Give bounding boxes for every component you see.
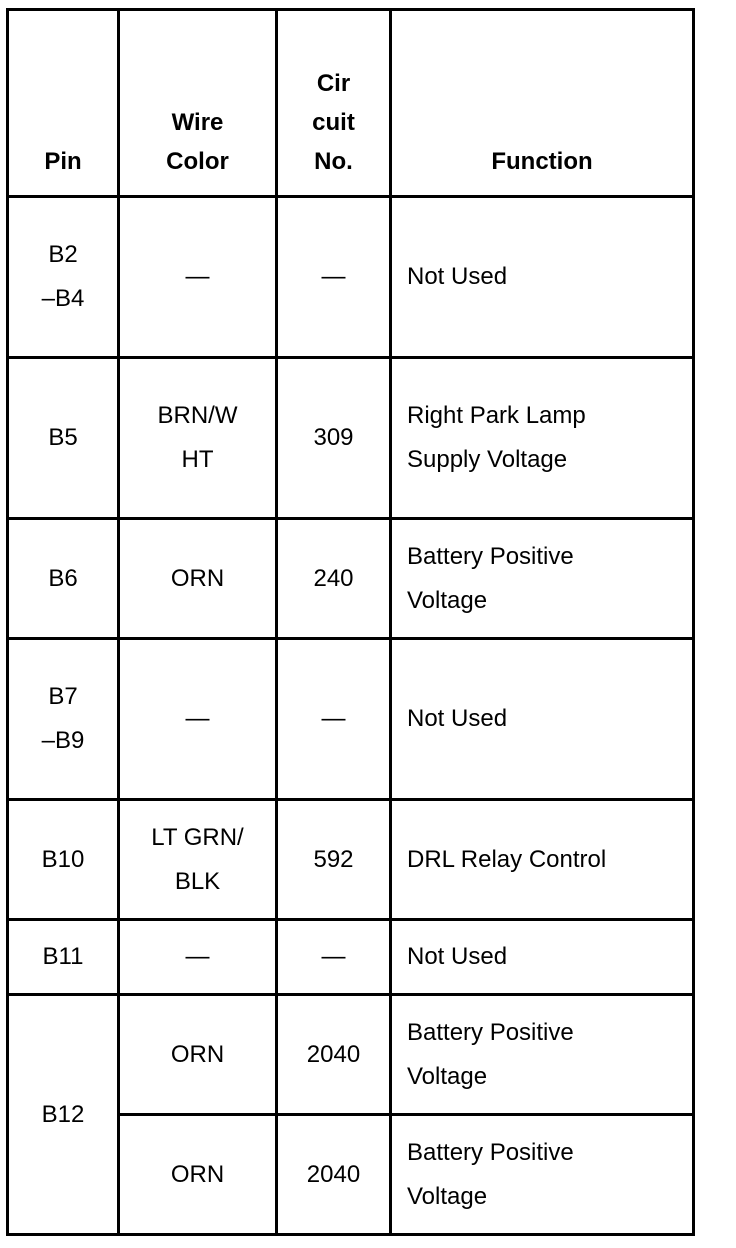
wire-color-cell: ORN — [119, 519, 277, 639]
table-row — [8, 995, 694, 1115]
function-cell: Battery Positive Voltage — [391, 995, 694, 1115]
function-cell: Battery Positive Voltage — [391, 1115, 694, 1235]
header-function: Function — [391, 10, 694, 197]
wire-color-cell: LT GRN/ BLK — [119, 800, 277, 920]
wire-color-cell: ORN — [119, 1115, 277, 1235]
wire-color-cell: BRN/W HT — [119, 358, 277, 519]
pin-cell: B7 –B9 — [8, 639, 119, 800]
function-cell: Right Park Lamp Supply Voltage — [391, 358, 694, 519]
function-cell: DRL Relay Control — [391, 800, 694, 920]
wire-color-cell: — — [119, 920, 277, 995]
circuit-no-cell: — — [277, 197, 391, 358]
pin-cell: B12 — [8, 995, 119, 1235]
table-header-row — [8, 10, 694, 197]
header-circuit-no: Cir cuit No. — [277, 10, 391, 197]
pin-cell: B6 — [8, 519, 119, 639]
pin-cell: B2 –B4 — [8, 197, 119, 358]
circuit-no-cell: 240 — [277, 519, 391, 639]
connector-pin-table — [6, 8, 695, 1236]
header-pin: Pin — [8, 10, 119, 197]
circuit-no-cell: — — [277, 920, 391, 995]
pin-cell: B10 — [8, 800, 119, 920]
table-row — [8, 197, 694, 358]
circuit-no-cell: 309 — [277, 358, 391, 519]
function-cell: Not Used — [391, 197, 694, 358]
table-row — [8, 639, 694, 800]
wire-color-cell: — — [119, 639, 277, 800]
wire-color-cell: ORN — [119, 995, 277, 1115]
circuit-no-cell: 2040 — [277, 995, 391, 1115]
function-cell: Not Used — [391, 639, 694, 800]
pin-cell: B11 — [8, 920, 119, 995]
table-row — [8, 358, 694, 519]
function-cell: Battery Positive Voltage — [391, 519, 694, 639]
wire-color-cell: — — [119, 197, 277, 358]
function-cell: Not Used — [391, 920, 694, 995]
circuit-no-cell: — — [277, 639, 391, 800]
circuit-no-cell: 592 — [277, 800, 391, 920]
table-row — [8, 800, 694, 920]
circuit-no-cell: 2040 — [277, 1115, 391, 1235]
pin-cell: B5 — [8, 358, 119, 519]
table-row — [8, 519, 694, 639]
header-wire-color: Wire Color — [119, 10, 277, 197]
table-row — [8, 920, 694, 995]
